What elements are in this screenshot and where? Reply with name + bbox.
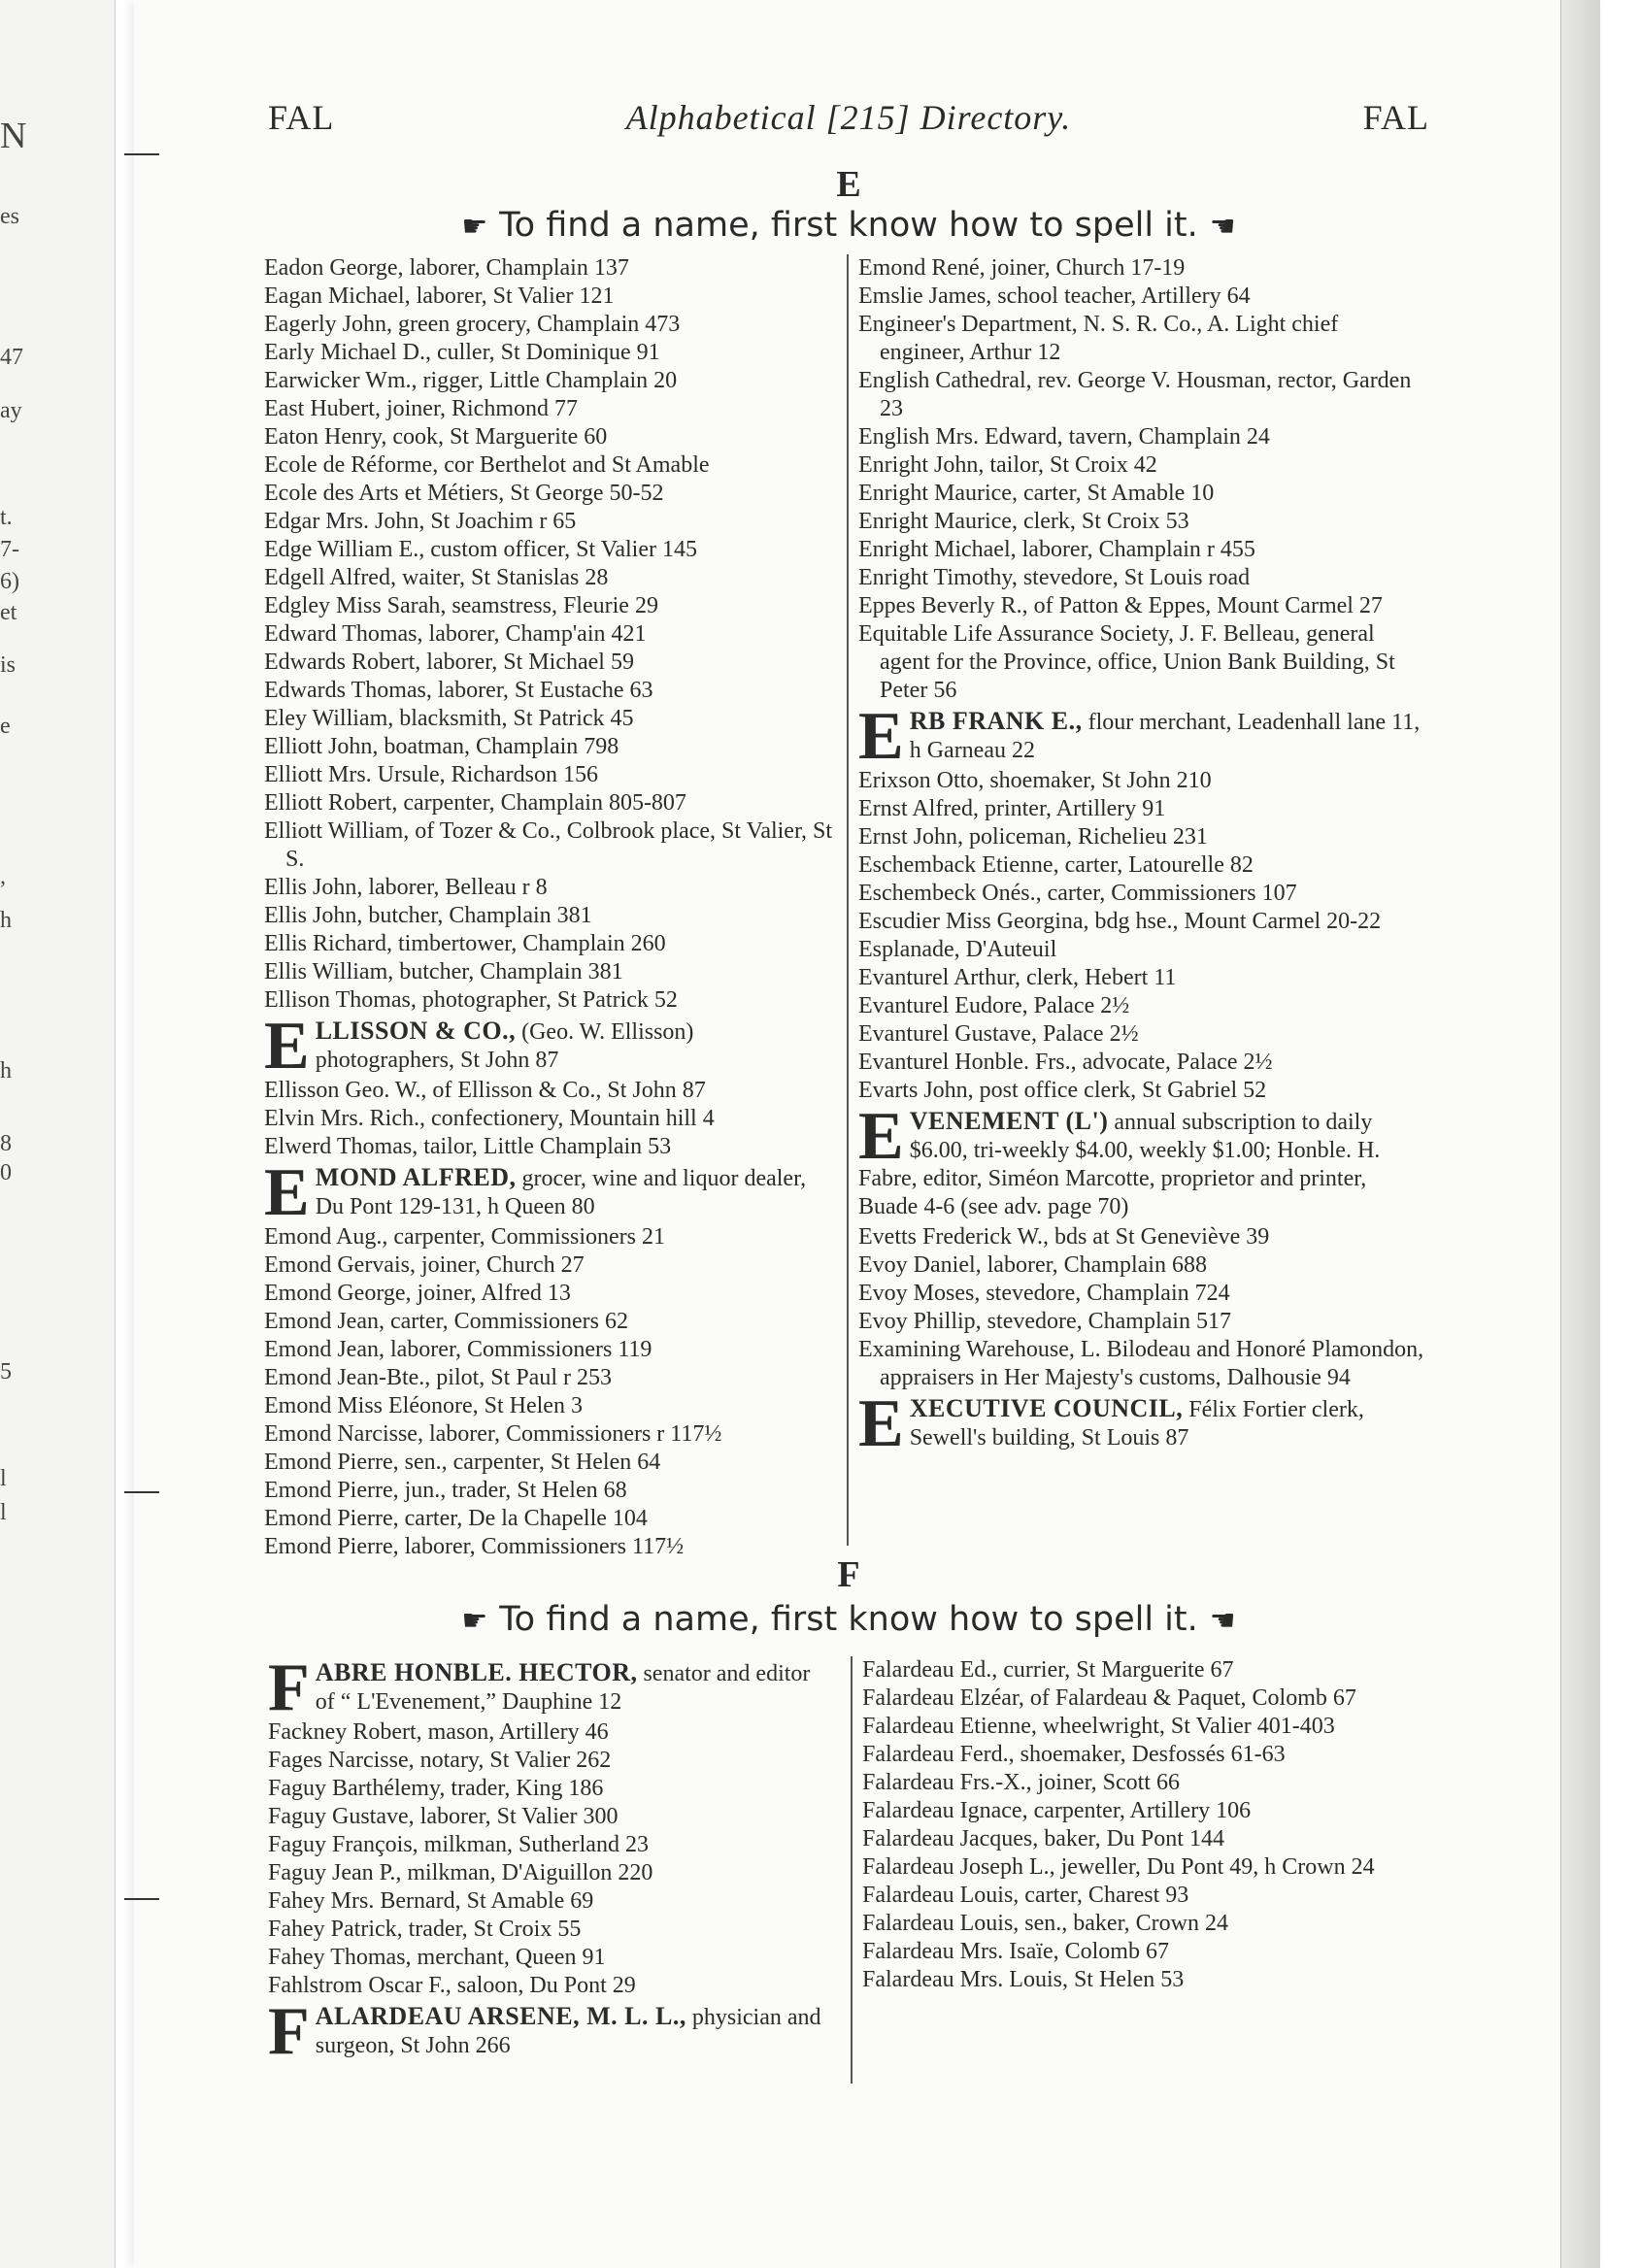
directory-entry: Eschemback Etienne, carter, Latourelle 82 [858, 852, 1254, 878]
entry-text: Félix Fortier clerk, Sewell's building, St Louis 87 [909, 1397, 1364, 1451]
directory-entry: Elliott Mrs. Ursule, Richardson 156 [264, 762, 598, 787]
directory-entry: Engineer's Department, N. S. R. Co., A. Light chief engineer, Arthur 12 [858, 312, 1339, 365]
directory-entry: Evoy Moses, stevedore, Champlain 724 [858, 1281, 1230, 1306]
entry-bold-name: ALARDEAU ARSENE, M. L. L., [315, 2002, 686, 2030]
directory-entry: Edgell Alfred, waiter, St Stanislas 28 [264, 565, 609, 590]
directory-entry: Fahey Patrick, trader, St Croix 55 [268, 1917, 582, 1942]
running-head-left: FAL [268, 98, 335, 137]
directory-entry: Elwerd Thomas, tailor, Little Champlain 53 [264, 1134, 672, 1159]
entry-text: (Geo. W. Ellisson) photographers, St John 87 [315, 1019, 694, 1073]
pointing-hand-right-icon: ☛ [461, 1604, 488, 1638]
directory-entry: Emond Narcisse, laborer, Commissioners r 117½ [264, 1421, 722, 1447]
directory-entry: Examining Warehouse, L. Bilodeau and Honoré Plamondon, appraisers in Her Majesty's customs, Dalhousie 94 [858, 1337, 1424, 1390]
directory-entry: Emond Pierre, laborer, Commissioners 117½ [264, 1534, 685, 1559]
adjacent-page-fragment: 6) [0, 569, 19, 594]
running-head-title: Alphabetical [215] Directory. [625, 98, 1072, 137]
directory-entry: Ernst Alfred, printer, Artillery 91 [858, 796, 1166, 821]
adjacent-page-fragment: 8 [0, 1131, 12, 1156]
directory-entry: Emond Jean-Bte., pilot, St Paul r 253 [264, 1365, 612, 1390]
directory-entry: Escudier Miss Georgina, bdg hse., Mount Carmel 20-22 [858, 909, 1382, 934]
display-entry [858, 1394, 1427, 1452]
adjacent-page-fragment: es [0, 204, 19, 229]
directory-entry: Enright Maurice, clerk, St Croix 53 [858, 509, 1189, 534]
directory-entry: Emond Pierre, carter, De la Chapelle 104 [264, 1506, 648, 1531]
display-entry [264, 1017, 835, 1075]
running-head [268, 97, 1429, 146]
directory-entry: Earwicker Wm., rigger, Little Champlain 20 [264, 368, 678, 393]
directory-entry: Ellis William, butcher, Champlain 381 [264, 959, 623, 984]
directory-entry: Fahey Mrs. Bernard, St Amable 69 [268, 1888, 594, 1914]
drop-initial: E [858, 707, 904, 765]
directory-entry: Ellis John, laborer, Belleau r 8 [264, 875, 548, 900]
entry-text: flour merchant, Leadenhall lane 11, h Garneau 22 [909, 710, 1421, 763]
drop-initial: F [268, 2002, 310, 2060]
directory-entry: Elliott William, of Tozer & Co., Colbrook place, St Valier, St S. [264, 818, 832, 872]
margin-mark [124, 153, 159, 155]
adjacent-page-fragment: 7- [0, 537, 19, 562]
directory-entry: Faguy François, milkman, Sutherland 23 [268, 1832, 649, 1857]
directory-entry: Evanturel Arthur, clerk, Hebert 11 [858, 965, 1177, 990]
adjacent-page-fragment: N [0, 116, 27, 156]
adjacent-page-fragment: ay [0, 398, 22, 423]
directory-entry: Falardeau Etienne, wheelwright, St Valier 401-403 [862, 1714, 1335, 1739]
directory-entry: East Hubert, joiner, Richmond 77 [264, 396, 578, 421]
entry-bold-name: VENEMENT (L') [909, 1107, 1109, 1135]
directory-entry: Falardeau Jacques, baker, Du Pont 144 [862, 1826, 1224, 1851]
entry-bold-name: MOND ALFRED, [315, 1163, 517, 1191]
directory-entry: Falardeau Mrs. Isaïe, Colomb 67 [862, 1939, 1169, 1964]
directory-entry: Ellis Richard, timbertower, Champlain 260 [264, 931, 666, 956]
adjacent-page-edge [0, 0, 116, 2268]
section-motto: ☛ To find a name, first know how to spell it. ☚ [461, 1600, 1236, 1639]
directory-entry: Evoy Phillip, stevedore, Champlain 517 [858, 1309, 1231, 1334]
directory-entry: Edgley Miss Sarah, seamstress, Fleurie 29 [264, 593, 658, 618]
directory-entry: Eagan Michael, laborer, St Valier 121 [264, 284, 615, 309]
entry-column-left [264, 254, 835, 1561]
directory-entry: Emond René, joiner, Church 17-19 [858, 255, 1186, 281]
directory-entry: Esplanade, D'Auteuil [858, 937, 1057, 962]
section-motto: ☛ To find a name, first know how to spell it. ☚ [461, 206, 1236, 245]
display-entry [858, 1107, 1427, 1221]
directory-entry: Elvin Mrs. Rich., confectionery, Mountain hill 4 [264, 1106, 715, 1131]
directory-entry: Enright Michael, laborer, Champlain r 455 [858, 537, 1255, 562]
entry-text: physician and surgeon, St John 266 [315, 2005, 821, 2058]
drop-initial: E [264, 1163, 310, 1221]
directory-entry: Evanturel Eudore, Palace 2½ [858, 993, 1130, 1018]
directory-entry: Falardeau Frs.-X., joiner, Scott 66 [862, 1770, 1180, 1795]
entry-text: grocer, wine and liquor dealer, Du Pont 129-131, h Queen 80 [315, 1166, 807, 1219]
directory-entry: Elliott John, boatman, Champlain 798 [264, 734, 619, 759]
adjacent-page-fragment: et [0, 600, 17, 625]
directory-entry: Edgar Mrs. John, St Joachim r 65 [264, 509, 577, 534]
entry-bold-name: LLISSON & CO., [315, 1017, 517, 1045]
directory-entry: Emond Jean, laborer, Commissioners 119 [264, 1337, 652, 1362]
directory-entry: Emond Miss Eléonore, St Helen 3 [264, 1393, 583, 1418]
directory-entry: Enright Timothy, stevedore, St Louis road [858, 565, 1251, 590]
directory-entry: Evarts John, post office clerk, St Gabriel 52 [858, 1078, 1267, 1103]
directory-entry: Falardeau Louis, carter, Charest 93 [862, 1883, 1189, 1908]
entry-column-left [268, 1656, 835, 2062]
directory-entry: Ellis John, butcher, Champlain 381 [264, 903, 592, 928]
adjacent-page-fragment: is [0, 652, 17, 678]
directory-entry: Erixson Otto, shoemaker, St John 210 [858, 768, 1212, 793]
directory-entry: Faguy Jean P., milkman, D'Aiguillon 220 [268, 1860, 653, 1885]
directory-entry: Ecole des Arts et Métiers, St George 50-52 [264, 481, 664, 506]
directory-entry: Falardeau Joseph L., jeweller, Du Pont 49, h Crown 24 [862, 1854, 1375, 1880]
entry-bold-name: ABRE HONBLE. HECTOR, [315, 1658, 638, 1686]
directory-entry: Elliott Robert, carpenter, Champlain 805-807 [264, 790, 686, 816]
adjacent-page-fragment: l [0, 1500, 7, 1525]
directory-entry: Faguy Gustave, laborer, St Valier 300 [268, 1804, 619, 1829]
directory-entry: Ellisson Geo. W., of Ellisson & Co., St John 87 [264, 1078, 706, 1103]
drop-initial: E [858, 1107, 904, 1174]
pointing-hand-right-icon: ☛ [461, 210, 488, 244]
adjacent-page-fragment: , [0, 864, 6, 889]
display-entry [268, 2002, 835, 2060]
adjacent-page-fragment: e [0, 714, 11, 739]
page-gutter [1560, 0, 1600, 2268]
adjacent-page-fragment: 47 [0, 345, 23, 370]
entry-bold-name: RB FRANK E., [909, 707, 1083, 735]
entry-text: senator and editor of “ L'Evenement,” Dauphine 12 [315, 1661, 811, 1715]
entry-bold-name: XECUTIVE COUNCIL, [909, 1394, 1184, 1422]
column-rule [847, 254, 849, 1546]
directory-entry: Evoy Daniel, laborer, Champlain 688 [858, 1252, 1207, 1278]
directory-entry: Emond George, joiner, Alfred 13 [264, 1281, 571, 1306]
directory-entry: Equitable Life Assurance Society, J. F. Belleau, general agent for the Province, office, Union Bank Building, St Peter 56 [858, 621, 1395, 703]
section-letter: F [837, 1554, 860, 1595]
directory-entry: Evanturel Honble. Frs., advocate, Palace 2½ [858, 1050, 1273, 1075]
running-head-right: FAL [1362, 98, 1429, 137]
directory-entry: Edward Thomas, laborer, Champ'ain 421 [264, 621, 647, 647]
directory-entry: Eagerly John, green grocery, Champlain 473 [264, 312, 681, 337]
adjacent-page-fragment: h [0, 1058, 12, 1084]
directory-entry: Ernst John, policeman, Richelieu 231 [858, 824, 1208, 850]
directory-entry: Enright Maurice, carter, St Amable 10 [858, 481, 1215, 506]
column-rule [851, 1656, 853, 2084]
section-letter: E [836, 164, 861, 205]
directory-entry: Emond Gervais, joiner, Church 27 [264, 1252, 585, 1278]
margin-mark [124, 1491, 159, 1493]
directory-entry: Ellison Thomas, photographer, St Patrick 52 [264, 987, 678, 1013]
display-entry [268, 1658, 835, 1717]
drop-initial: F [268, 1658, 310, 1717]
directory-entry: Enright John, tailor, St Croix 42 [858, 452, 1157, 478]
entry-column-right [862, 1656, 1429, 1994]
directory-entry: Fages Narcisse, notary, St Valier 262 [268, 1748, 612, 1773]
adjacent-page-fragment: 0 [0, 1160, 12, 1185]
directory-entry: Evetts Frederick W., bds at St Geneviève 39 [858, 1224, 1270, 1250]
display-entry [858, 707, 1427, 765]
directory-entry: Emond Pierre, jun., trader, St Helen 68 [264, 1478, 627, 1503]
drop-initial: E [858, 1394, 904, 1452]
directory-entry: Evanturel Gustave, Palace 2½ [858, 1021, 1139, 1047]
margin-mark [124, 1898, 159, 1900]
directory-entry: Emond Aug., carpenter, Commissioners 21 [264, 1224, 665, 1250]
directory-entry: Edge William E., custom officer, St Valier 145 [264, 537, 697, 562]
pointing-hand-left-icon: ☚ [1209, 1604, 1236, 1638]
adjacent-page-fragment: 5 [0, 1359, 12, 1384]
directory-entry: Emond Pierre, sen., carpenter, St Helen 64 [264, 1450, 661, 1475]
drop-initial: E [264, 1017, 310, 1075]
directory-entry: Eschembeck Onés., carter, Commissioners 107 [858, 881, 1297, 906]
directory-entry: Eley William, blacksmith, St Patrick 45 [264, 706, 634, 731]
directory-entry: English Mrs. Edward, tavern, Champlain 24 [858, 424, 1270, 450]
directory-entry: Eadon George, laborer, Champlain 137 [264, 255, 629, 281]
directory-entry: Falardeau Elzéar, of Falardeau & Paquet, Colomb 67 [862, 1685, 1356, 1711]
directory-entry: Fahlstrom Oscar F., saloon, Du Pont 29 [268, 1973, 636, 1998]
directory-entry: Ecole de Réforme, cor Berthelot and St Amable [264, 452, 710, 478]
directory-entry: Fahey Thomas, merchant, Queen 91 [268, 1945, 606, 1970]
directory-entry: Edwards Thomas, laborer, St Eustache 63 [264, 678, 653, 703]
directory-entry: Early Michael D., culler, St Dominique 91 [264, 340, 660, 365]
adjacent-page-fragment: t. [0, 505, 13, 530]
display-entry [264, 1163, 835, 1221]
directory-entry: English Cathedral, rev. George V. Housman, rector, Garden 23 [858, 368, 1412, 421]
directory-entry: Falardeau Louis, sen., baker, Crown 24 [862, 1911, 1228, 1936]
directory-entry: Emslie James, school teacher, Artillery 64 [858, 284, 1251, 309]
directory-entry: Edwards Robert, laborer, St Michael 59 [264, 650, 634, 675]
directory-entry: Falardeau Mrs. Louis, St Helen 53 [862, 1967, 1185, 1992]
directory-entry: Fackney Robert, mason, Artillery 46 [268, 1719, 609, 1745]
entry-text: annual subscription to daily $6.00, tri-weekly $4.00, weekly $1.00; Honble. H. Fabre, editor, Siméon Marcotte, proprietor and printer, Buade 4-6 (see adv. page 70) [858, 1110, 1381, 1219]
directory-entry: Falardeau Ed., currier, St Marguerite 67 [862, 1657, 1234, 1683]
entry-column-right [858, 254, 1427, 1454]
directory-entry: Falardeau Ferd., shoemaker, Desfossés 61-63 [862, 1742, 1286, 1767]
directory-entry: Eaton Henry, cook, St Marguerite 60 [264, 424, 608, 450]
directory-entry: Emond Jean, carter, Commissioners 62 [264, 1309, 628, 1334]
adjacent-page-fragment: h [0, 908, 12, 933]
directory-entry: Eppes Beverly R., of Patton & Eppes, Mount Carmel 27 [858, 593, 1383, 618]
directory-entry: Falardeau Ignace, carpenter, Artillery 106 [862, 1798, 1252, 1823]
pointing-hand-left-icon: ☚ [1209, 210, 1236, 244]
directory-entry: Faguy Barthélemy, trader, King 186 [268, 1776, 604, 1801]
adjacent-page-fragment: l [0, 1466, 7, 1491]
